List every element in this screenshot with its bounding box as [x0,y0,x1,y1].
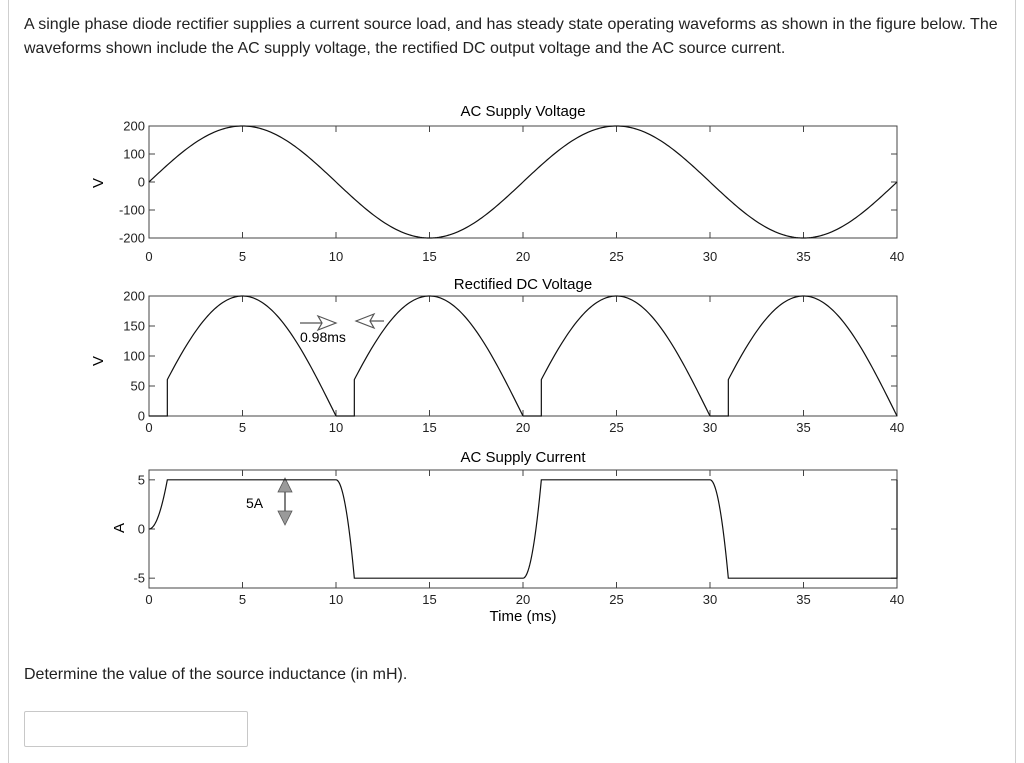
chart3-axes-box [149,470,897,588]
chart2-xtick-label: 30 [702,420,718,435]
question-text: Determine the value of the source inductance (in mH). [24,666,408,683]
rectified-voltage-trace [149,296,897,416]
chart3-xtick-label: 20 [515,592,531,607]
chart1-xtick-label: 10 [328,249,344,264]
chart1-ytick-label: 100 [123,146,145,162]
chart2-xtick-label: 15 [422,420,437,435]
chart1-xtick-label: 5 [238,249,247,264]
current-amplitude-double-arrow [278,478,292,525]
chart3-xtick-label: 25 [609,592,624,607]
chart1-xtick-label: 20 [515,249,531,264]
chart2-ytick-label: 100 [123,348,145,364]
chart2-ytick-label: 150 [123,318,145,334]
chart2-axes-box [149,296,897,416]
chart2-xtick-label: 35 [796,420,811,435]
chart1-xtick-label: 30 [702,249,718,264]
chart1-ytick-label: -200 [118,230,145,246]
chart3-title: AC Supply Current [460,449,586,466]
chart2-xtick-label: 20 [515,420,531,435]
chart1-title: AC Supply Voltage [460,103,586,120]
overlap-arrow-left [356,314,384,328]
chart3-xtick-label: 15 [422,592,437,607]
chart3-xtick-label: 30 [702,592,718,607]
chart2-xtick-label: 0 [145,420,153,435]
chart1-xtick-label: 35 [796,249,811,264]
chart3-xtick-label: 5 [238,592,247,607]
chart2-xtick-label: 40 [889,420,905,435]
chart1-ytick-label: 200 [123,118,145,134]
chart1-ytick-label: 0 [137,174,145,190]
answer-input[interactable] [24,711,248,747]
chart2-title: Rectified DC Voltage [453,276,593,293]
problem-statement: A single phase diode rectifier supplies a current source load, and has steady state operating waveforms as shown in the figure below. The waveforms shown include the AC supply voltage, the rectified DC output voltage and the AC source current. [24,16,998,57]
chart1-xtick-label: 40 [889,249,905,264]
chart3-xlabel: Time (ms) [489,608,557,625]
chart1-ytick-label: -100 [118,202,145,218]
current-amplitude-label: 5A [246,495,264,511]
chart1-ylabel: V [90,177,107,189]
chart2-ylabel: V [90,355,107,367]
chart1-xtick-label: 15 [422,249,437,264]
chart1-xtick-label: 25 [609,249,624,264]
chart3-ytick-label: 5 [137,472,145,488]
chart3-ytick-label: -5 [133,570,145,586]
chart2-xtick-label: 10 [328,420,344,435]
chart3-ylabel: A [111,522,128,534]
chart2-xtick-label: 5 [238,420,247,435]
chart2-ytick-label: 50 [130,378,145,394]
chart2-ytick-label: 200 [123,288,145,304]
chart3-xtick-label: 40 [889,592,905,607]
chart2-xtick-label: 25 [609,420,624,435]
chart3-xtick-label: 10 [328,592,344,607]
ac-voltage-trace [149,126,897,238]
chart2-ytick-label: 0 [137,408,145,424]
chart3-ytick-label: 0 [137,521,145,537]
chart3-xtick-label: 35 [796,592,811,607]
chart3-xtick-label: 0 [145,592,153,607]
overlap-time-label: 0.98ms [300,329,346,345]
chart1-xtick-label: 0 [145,249,153,264]
overlap-arrow-right [300,316,336,330]
